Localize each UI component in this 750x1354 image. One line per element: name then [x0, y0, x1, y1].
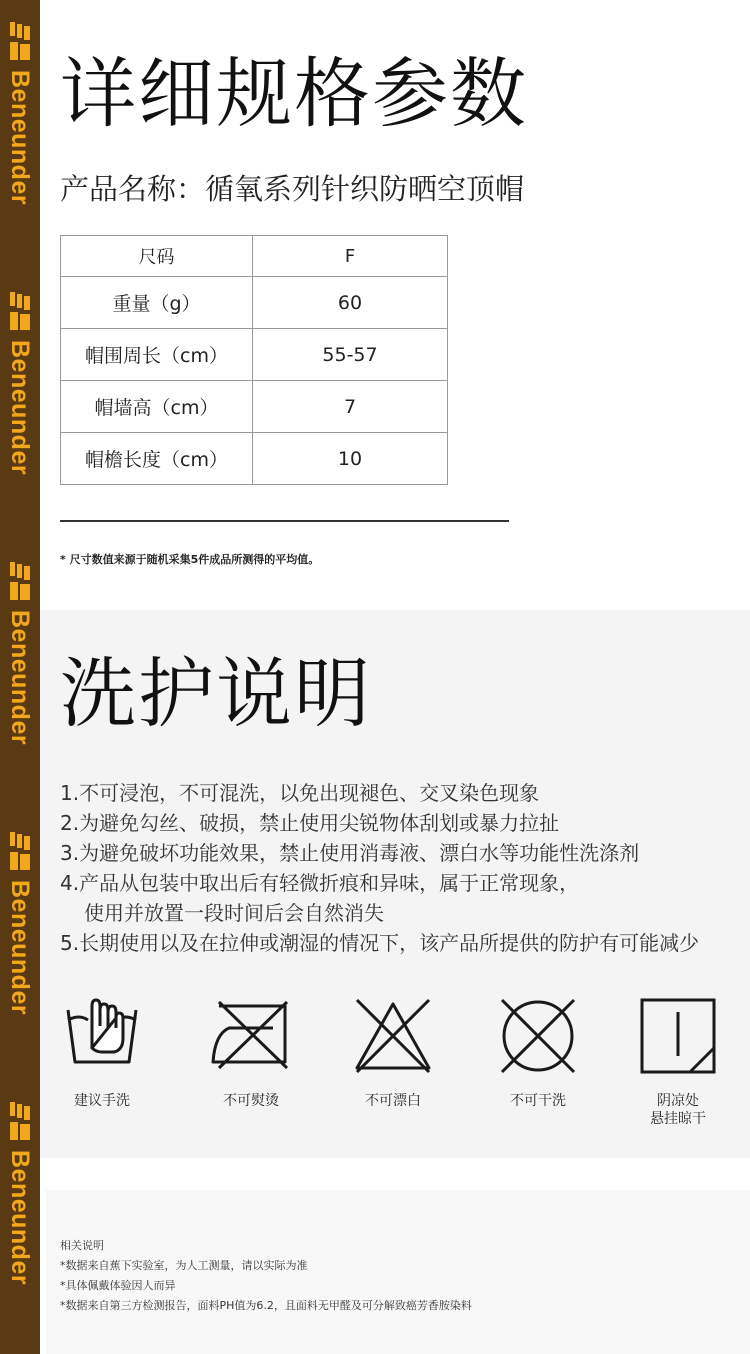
shade-hang-dry-icon	[638, 996, 718, 1076]
brand-mark	[0, 820, 40, 1060]
care-icon-label: 建议手洗	[74, 1093, 130, 1109]
table-row	[61, 329, 448, 381]
product-name: 产品名称：循氧系列针织防晒空顶帽	[60, 172, 525, 206]
brand-logo-icon	[9, 560, 31, 602]
footnotes-heading: 相关说明	[60, 1239, 104, 1252]
table-cell-label: 帽墙高（cm）	[61, 381, 253, 433]
care-icon-item	[338, 996, 448, 1110]
care-instructions	[60, 778, 699, 958]
table-row	[61, 381, 448, 433]
brand-wordmark: Beneunder	[6, 610, 34, 746]
care-title: 洗护说明	[60, 649, 372, 738]
table-row	[61, 277, 448, 329]
instruction-line: 5.长期使用以及在拉伸或潮湿的情况下，该产品所提供的防护有可能减少	[60, 931, 700, 955]
footnote-line: *具体佩戴体验因人而异	[60, 1279, 176, 1292]
specs-title: 详细规格参数	[60, 49, 528, 138]
table-header-row	[61, 236, 448, 277]
instruction-line: 3.为避免破坏功能效果，禁止使用消毒液、漂白水等功能性洗涤剂	[60, 841, 640, 865]
care-icon-label: 不可漂白	[365, 1093, 421, 1109]
brand-wordmark: Beneunder	[6, 70, 34, 206]
divider	[60, 520, 509, 522]
brand-logo-icon	[9, 20, 31, 62]
instruction-line: 4.产品从包装中取出后有轻微折痕和异味，属于正常现象，	[60, 871, 580, 895]
care-icon-label: 不可干洗	[510, 1093, 566, 1109]
brand-wordmark: Beneunder	[6, 880, 34, 1016]
table-cell-label: 帽檐长度（cm）	[61, 433, 253, 485]
table-cell-label: 重量（g）	[61, 277, 253, 329]
care-icon-item	[47, 996, 157, 1110]
table-header-cell: 尺码	[61, 236, 253, 277]
hand-wash-icon	[62, 996, 142, 1076]
brand-mark	[0, 280, 40, 520]
brand-wordmark: Beneunder	[6, 1150, 34, 1286]
no-dry-clean-icon	[498, 996, 578, 1076]
footnote-line: *数据来自蕉下实验室，为人工测量，请以实际为准	[60, 1259, 308, 1272]
no-iron-icon	[211, 996, 291, 1076]
table-cell-value: 7	[253, 381, 448, 433]
brand-strip	[0, 0, 40, 1354]
table-row	[61, 433, 448, 485]
footnote-line: *数据来自第三方检测报告，面料PH值为6.2，且面料无甲醛及可分解致癌芳香胺染料	[60, 1299, 472, 1312]
brand-logo-icon	[9, 830, 31, 872]
measurement-note: * 尺寸数值来源于随机采集5件成品所测得的平均值。	[60, 553, 320, 566]
brand-logo-icon	[9, 1100, 31, 1142]
care-icon-item	[483, 996, 593, 1110]
brand-logo-icon	[9, 290, 31, 332]
care-icon-label-line: 阴凉处	[657, 1093, 699, 1109]
brand-mark	[0, 1090, 40, 1330]
instruction-line: 1.不可浸泡，不可混洗，以免出现褪色、交叉染色现象	[60, 781, 540, 805]
care-icon-item	[623, 996, 733, 1128]
instruction-line: 2.为避免勾丝、破损，禁止使用尖锐物体刮划或暴力拉扯	[60, 811, 560, 835]
care-icon-label-line: 悬挂晾干	[650, 1111, 706, 1127]
instruction-line: 使用并放置一段时间后会自然消失	[84, 901, 384, 925]
table-cell-value: 10	[253, 433, 448, 485]
no-bleach-icon	[353, 996, 433, 1076]
table-cell-value: 55-57	[253, 329, 448, 381]
footnotes	[60, 1236, 472, 1316]
table-cell-value: 60	[253, 277, 448, 329]
care-icon-label	[623, 1092, 733, 1128]
brand-mark	[0, 10, 40, 250]
table-header-cell: F	[253, 236, 448, 277]
spec-table	[60, 235, 448, 485]
brand-mark	[0, 550, 40, 790]
table-cell-label: 帽围周长（cm）	[61, 329, 253, 381]
care-icon-label: 不可熨烫	[223, 1093, 279, 1109]
brand-wordmark: Beneunder	[6, 340, 34, 476]
care-icon-item	[196, 996, 306, 1110]
